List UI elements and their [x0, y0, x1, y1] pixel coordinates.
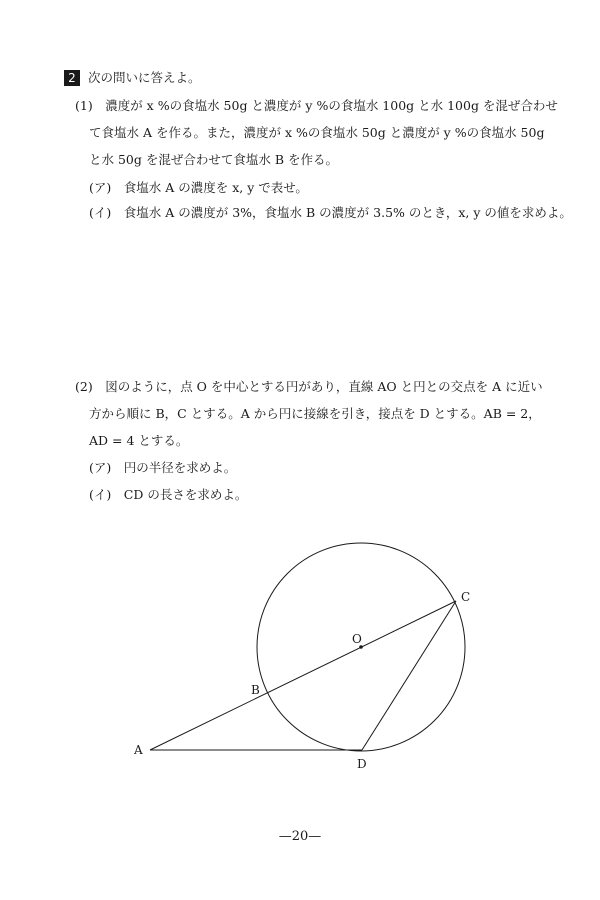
part2-line-3: AD = 4 とする。: [89, 433, 189, 448]
problem-number: 2: [64, 70, 80, 86]
label-a: A: [134, 743, 143, 757]
page-number: —20—: [278, 829, 322, 844]
label-c: C: [461, 590, 471, 604]
part1-question-b: (イ) 食塩水 A の濃度が 3%，食塩水 B の濃度が 3.5% のとき，x, y の値を求めよ。: [89, 205, 572, 220]
part2-line-1: (2) 図のように，点 O を中心とする円があり，直線 AO と円との交点を A に近い: [75, 379, 543, 394]
part1-question-a: (ア) 食塩水 A の濃度を x, y で表せ。: [89, 180, 308, 195]
problem-instruction: 次の問いに答えよ。: [88, 70, 201, 85]
part1-line-2: て食塩水 A を作る。また，濃度が x %の食塩水 50g と濃度が y %の食塩水 50g: [89, 125, 545, 140]
line-a-c: [150, 601, 456, 750]
part2-question-a: (ア) 円の半径を求めよ。: [89, 460, 237, 475]
part2-line-2: 方から順に B，C とする。A から円に接線を引き，接点を D とする。AB = 2，: [89, 406, 541, 421]
label-o: O: [352, 632, 362, 646]
part1-line-3: と水 50g を混ぜ合わせて食塩水 B を作る。: [89, 152, 338, 167]
part1-line-1: (1) 濃度が x %の食塩水 50g と濃度が y %の食塩水 100g と水 100g を混ぜ合わせ: [75, 98, 558, 113]
label-b: B: [251, 683, 260, 697]
label-d: D: [357, 757, 367, 771]
part2-question-b: (イ) CD の長さを求めよ。: [89, 487, 248, 502]
